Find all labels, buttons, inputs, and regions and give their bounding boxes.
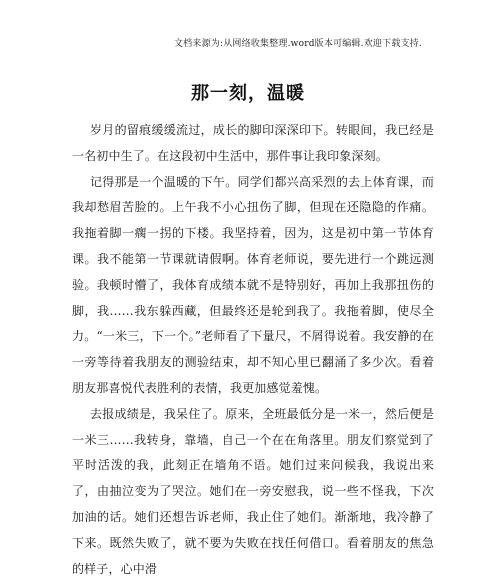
article-title: 那一刻，温暖: [191, 83, 305, 104]
header-note: 文档来源为:从网络收集整理.word版本可编辑.欢迎下载支持.: [173, 39, 422, 49]
paragraph: 记得那是一个温暖的下午。同学们都兴高采烈的去上体育课，而我却愁眉苦脸的。上午我不小心扭伤了脚，但现在还隐隐的作痛。我拖着脚一瘸一拐的下楼。我坚持着，因为，这是初中第一节体育课。我不能第一节课就请假啊。体育老师说，要先进行一个跳远测验。我顿时懵了，我体育成绩本就不是特别好，再加上我那扭伤的脚，我……我东躲西藏，但最终还是轮到我了。我拖着脚，使尽全力。“一米三，下一个。”老师看了下量尺，不屑得说着。我安静的在一旁等待着我朋友的测验结束，却不知心里已翻涌了多少次。看着朋友那喜悦代表胜利的表情，我更加感觉羞愧。: [72, 174, 434, 395]
paragraph: 岁月的留痕缓缓流过，成长的脚印深深印下。转眼间，我已经是一名初中生了。在这段初中生活中，那件事让我印象深刻。: [72, 123, 434, 163]
paragraph: 去报成绩是，我呆住了。原来，全班最低分是一米一，然后便是一米三……我转身，靠墙，自己一个在在角落里。朋友们察觉到了平时活泼的我，此刻正在墙角不语。她们过来问候我，我说出来了，由抽泣变为了哭泣。她们在一旁安慰我，说一些不怪我，下次加油的话。她们还想告诉老师，我止住了她们。渐渐地，我冷静了下来。既然失败了，就不要为失败在找任何借口。看着朋友的焦急的样子，心中滑: [72, 406, 434, 576]
article-body: [72, 118, 434, 582]
